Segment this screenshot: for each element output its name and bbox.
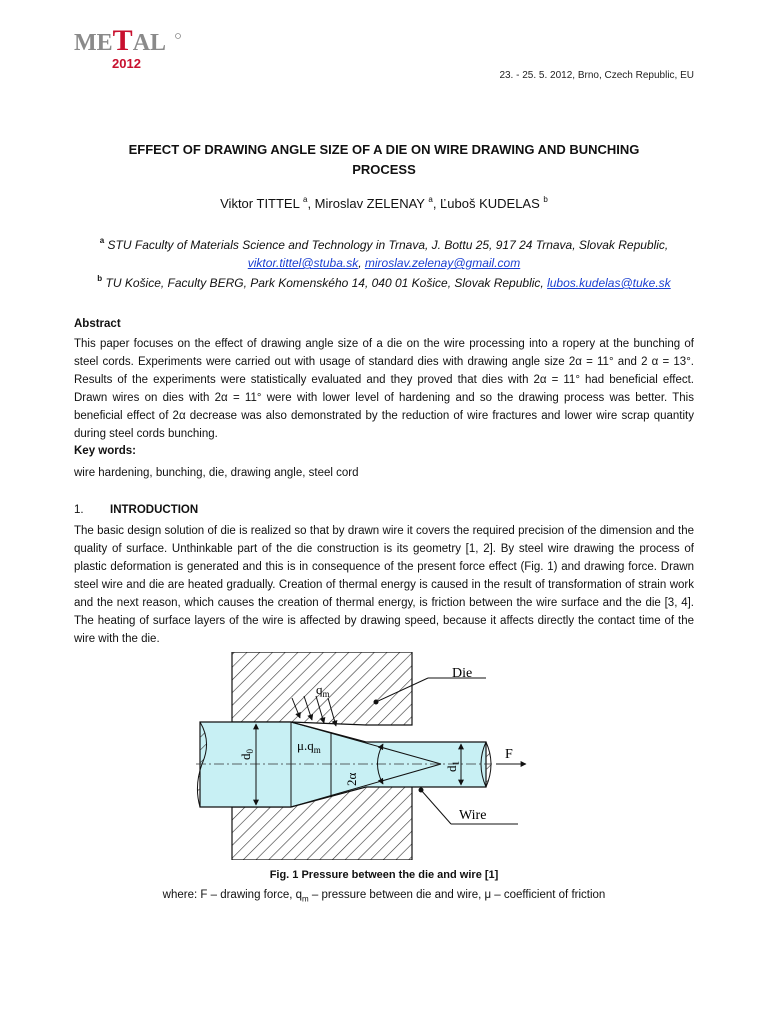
- keywords-heading: Key words:: [74, 445, 136, 457]
- author-affiliation-marker: a: [302, 195, 308, 204]
- wire-right-break-end: [486, 742, 491, 787]
- paper-title: EFFECT OF DRAWING ANGLE SIZE OF A DIE ON WIRE DRAWING AND BUNCHING PROCESS: [128, 142, 640, 177]
- qm-label: $q_m$: [316, 682, 330, 699]
- registered-mark-icon: [176, 34, 181, 39]
- introduction-heading: 1. INTRODUCTION: [74, 504, 199, 516]
- die-label: Die: [452, 666, 473, 681]
- author-name: Miroslav ZELENAY: [314, 196, 425, 211]
- author-list: Viktor TITTEL $^a$, Miroslav ZELENAY $^a$, Ľuboš KUDELAS $^b$: [220, 195, 548, 211]
- figure-legend: where: F – drawing force, $q_m$ – pressure between die and wire, μ – coefficient of friction: [162, 889, 606, 904]
- friction-label: $\mu.q_m$: [297, 738, 321, 755]
- email-link[interactable]: lubos.kudelas@tuke.sk: [547, 276, 671, 290]
- author-name: Viktor TITTEL: [220, 196, 300, 211]
- abstract-heading: Abstract: [74, 318, 121, 330]
- conference-date-location: 23. - 25. 5. 2012, Brno, Czech Republic, EU: [499, 70, 694, 81]
- keywords-text: wire hardening, bunching, die, drawing angle, steel cord: [74, 467, 359, 479]
- introduction-text: The basic design solution of die is realized so that by drawn wire it covers the required precision of the dimension and the quality of surface. Unthinkable part of the die construction is its geometry [1, 2]. By steel wire drawing the process of plastic deformation is generated and this is in consequence of the present force effect (Fig. 1) and drawing force. Drawn steel wire and die are heated gradually. Creation of thermal energy is caused in the result of transformation of strain work and the next reason, which causes the creation of thermal energy, is friction between the wire surface and the die [3, 4]. The heating of surface layers of the wire is affected by drawing speed, because it affects directly the contact time of the wire with the die.: [74, 525, 694, 645]
- wire-label: Wire: [459, 808, 487, 823]
- logo-text: METAL: [74, 28, 167, 57]
- email-link[interactable]: viktor.tittel@stuba.sk: [247, 256, 359, 270]
- d1-label: $d_1$: [444, 761, 461, 772]
- d0-label: $d_0$: [238, 749, 255, 760]
- wire-leader-line: [421, 790, 451, 824]
- figure-caption: Fig. 1 Pressure between the die and wire [1]: [269, 869, 499, 881]
- author-name: Ľuboš KUDELAS: [440, 196, 540, 211]
- email-link[interactable]: miroslav.zelenay@gmail.com: [364, 256, 521, 270]
- metal-2012-logo: [74, 28, 184, 74]
- author-affiliation-marker: b: [543, 195, 548, 204]
- abstract-text: This paper focuses on the effect of drawing angle size of a die on the wire processing into a ropery at the bunching of steel cords. Experiments were carried out with usage of standard dies with drawing angle size 2α = 11° and 2 α = 13°. Results of the experiments were statistically evaluated and they proved that dies with 2α = 11° had beneficial effect. Drawn wires on dies with 2α = 11° were with lower level of hardening and so the drawing process was better. This beneficial effect of 2α decrease was also demonstrated by the reduction of wire fractures and lower wire scrap quantity during steel cords bunching.: [74, 338, 694, 440]
- affiliation-b: $^b$ TU Košice, Faculty BERG, Park Komenského 14, 040 01 Košice, Slovak Republic, lubos.kudelas@tuke.sk: [97, 274, 671, 290]
- die-leader-dot: [374, 700, 379, 705]
- affiliation-a: $^a$ STU Faculty of Materials Science and Technology in Trnava, J. Bottu 25, 917 24 Trnava, Slovak Republic, viktor.tittel@stuba.sk, miroslav.zelenay@gmail.com: [99, 236, 669, 270]
- angle-label: 2α: [344, 772, 359, 786]
- logo-year: 2012: [112, 56, 141, 71]
- force-label: F: [505, 747, 513, 762]
- die-wire-diagram: [196, 652, 572, 860]
- wire-leader-dot: [419, 788, 424, 793]
- author-affiliation-marker: a: [428, 195, 433, 204]
